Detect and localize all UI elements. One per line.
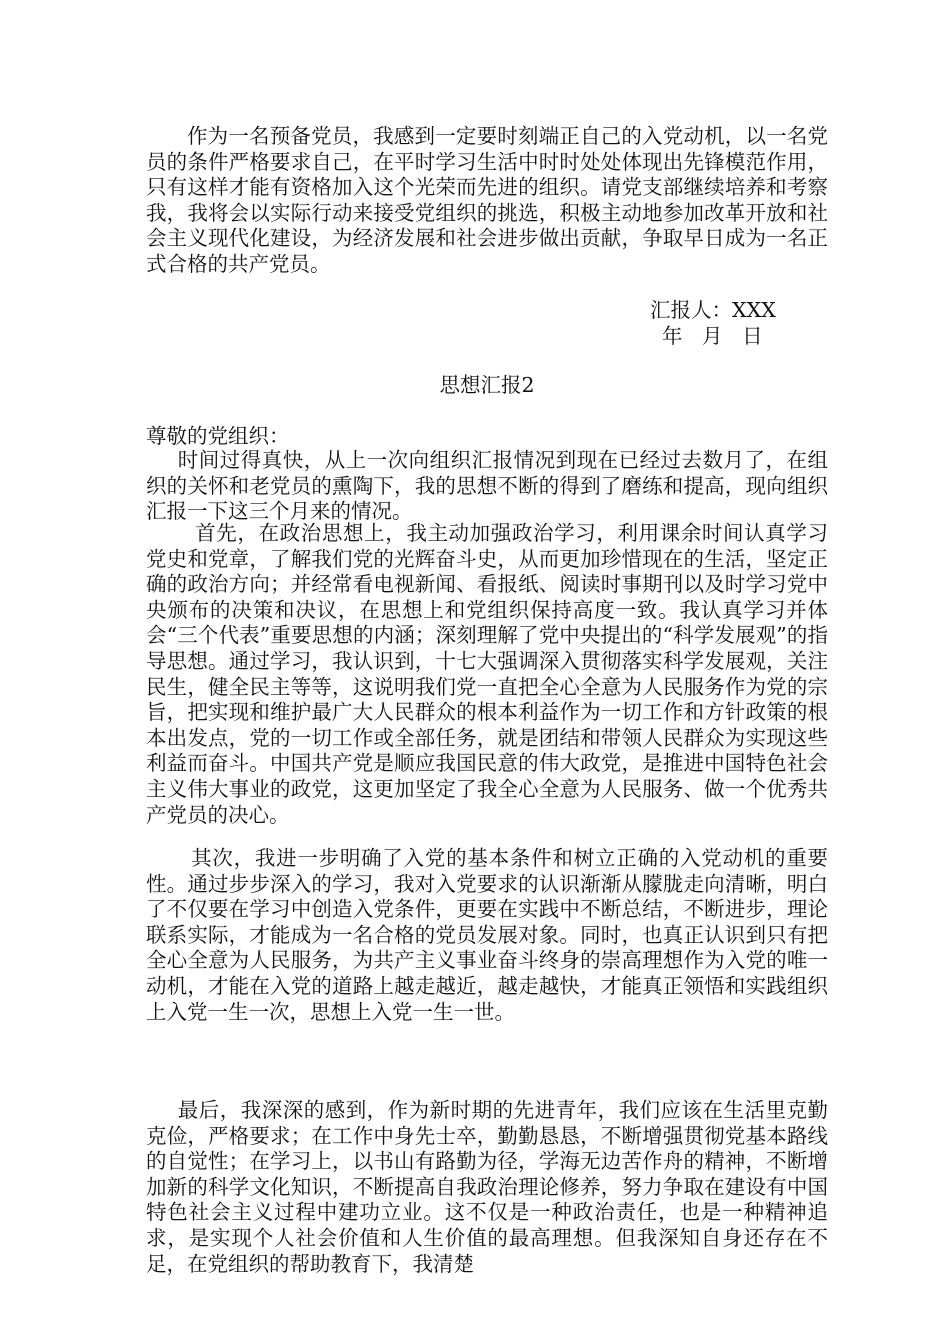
reporter-signature: 汇报人：XXX — [650, 298, 776, 322]
political-thought-paragraph: 首先，在政治思想上，我主动加强政治学习，利用课余时间认真学习党史和党章，了解我们党的光辉奋斗史，从而更加珍惜现在的生活，坚定正确的政治方向；并经常看电视新闻、看报纸、阅读时事期刊以及时学习党中央颁布的决策和决议，在思想上和党组织保持高度一致。我认真学习并体会“三个代表”重要思想的内涵；深刻理解了党中央提出的“科学发展观”的指导思想。通过学习，我认识到，十七大强调深入贯彻落实科学发展观，关注民生，健全民主等等，这说明我们党一直把全心全意为人民服务作为党的宗旨，把实现和维护最广大人民群众的根本利益作为一切工作和方针政策的根本出发点，党的一切工作或全部任务，就是团结和带领人民群众为实现这些利益而奋斗。中国共产党是顺应我国民意的伟大政党，是推进中国特色社会主义伟大事业的政党，这更加坚定了我全心全意为人民服务、做一个优秀共产党员的决心。 — [146, 521, 828, 827]
closing-paragraph: 作为一名预备党员，我感到一定要时刻端正自己的入党动机，以一名党员的条件严格要求自己，在平时学习生活中时时处处体现出先锋模范作用，只有这样才能有资格加入这个光荣而先进的组织。请党支部继续培养和考察我，我将会以实际行动来接受党组织的挑选，积极主动地参加改革开放和社会主义现代化建设，为经济发展和社会进步做出贡献，争取早日成为一名正式合格的共产党员。 — [146, 124, 828, 276]
salutation: 尊敬的党组织： — [146, 424, 290, 448]
intro-paragraph: 时间过得真快，从上一次向组织汇报情况到现在已经过去数月了，在组织的关怀和老党员的熏陶下，我的思想不断的得到了磨练和提高，现向组织汇报一下这三个月来的情况。 — [146, 448, 828, 524]
final-paragraph: 最后，我深深的感到，作为新时期的先进青年，我们应该在生活里克勤克俭，严格要求；在工作中身先士卒，勤勤恳恳，不断增强贯彻党基本路线的自觉性；在学习上，以书山有路勤为径，学海无边苦作舟的精神，不断增加新的科学文化知识，不断提高自我政治理论修养，努力争取在建设有中国特色社会主义过程中建功立业。这不仅是一种政治责任，也是一种精神追求，是实现个人社会价值和人生价值的最高理想。但我深知自身还存在不足，在党组织的帮助教育下，我清楚 — [146, 1098, 828, 1276]
report-date: 年 月 日 — [662, 324, 763, 348]
section-title: 思想汇报2 — [439, 373, 535, 397]
party-motivation-paragraph: 其次，我进一步明确了入党的基本条件和树立正确的入党动机的重要性。通过步步深入的学习，我对入党要求的认识渐渐从朦胧走向清晰，明白了不仅要在学习中创造入党条件，更要在实践中不断总结，不断进步，理论联系实际，才能成为一名合格的党员发展对象。同时，也真正认识到只有把全心全意为人民服务，为共产主义事业奋斗终身的崇高理想作为入党的唯一动机，才能在入党的道路上越走越近，越走越快，才能真正领悟和实践组织上入党一生一次，思想上入党一生一世。 — [146, 846, 828, 1024]
